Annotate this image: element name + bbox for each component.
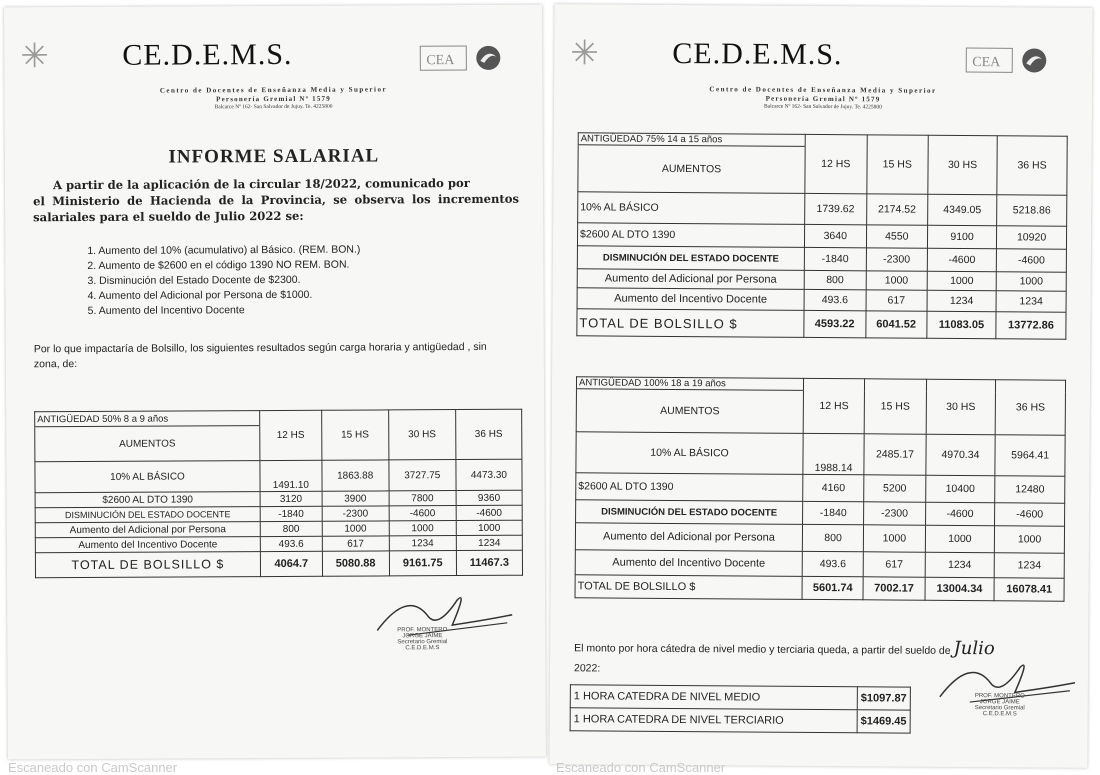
table-cell: 1234 xyxy=(996,291,1066,312)
table-cell: $1469.45 xyxy=(857,710,910,733)
cea-logo-icon xyxy=(964,45,1052,76)
table-cell: 1234 xyxy=(389,536,456,551)
row-label: $2600 AL DTO 1390 xyxy=(35,492,260,508)
list-item: 1. Aumento del 10% (acumulativo) al Básico. (REM. BON.) xyxy=(87,243,361,257)
salary-table-75 xyxy=(576,132,1067,339)
signature-line: Secretario Gremial xyxy=(974,705,1025,712)
list-item: 2. Aumento de $2600 en el código 1390 NO REM. BON. xyxy=(87,258,350,272)
table-cell: 2174.52 xyxy=(866,194,928,225)
column-header: 15 HS xyxy=(321,410,388,460)
table-cell: 3120 xyxy=(260,491,322,506)
intro-line: A partir de la aplicación de la circular 18/2022, comunicado por xyxy=(52,175,470,193)
table-cell: 1000 xyxy=(456,520,522,535)
total-cell: 11467.3 xyxy=(456,550,522,575)
signature-line: C.E.D.E.M.S xyxy=(405,645,440,652)
list-item: 5. Aumento del Incentivo Docente xyxy=(87,304,245,317)
signature-line: JORGE JAIME xyxy=(979,699,1020,706)
table-cell: -2300 xyxy=(322,506,389,521)
column-header: 36 HS xyxy=(995,380,1065,435)
table-cell: 3900 xyxy=(322,491,389,506)
table-cell: 2485.17 xyxy=(864,434,926,475)
total-cell: 6041.52 xyxy=(865,311,927,338)
table-row xyxy=(35,459,522,493)
total-cell: 7002.17 xyxy=(863,577,924,600)
column-header: 15 HS xyxy=(864,379,926,434)
table-row xyxy=(570,708,910,733)
table-cell: 12480 xyxy=(995,476,1065,503)
row-label: 1 HORA CATEDRA DE NIVEL TERCIARIO xyxy=(570,708,857,733)
table-cell: -4600 xyxy=(995,503,1065,526)
org-subtitle: Centro de Docentes de Enseñanza Media y Superior xyxy=(709,85,937,95)
report-title: INFORME SALARIAL xyxy=(168,145,380,168)
table-cell: 1491.10 xyxy=(260,460,322,491)
table-row xyxy=(578,192,1067,226)
table-cell: -2300 xyxy=(864,502,925,525)
table-cell: 1739.62 xyxy=(805,193,867,224)
table-row xyxy=(577,223,1066,249)
table-cell: 1988.14 xyxy=(803,433,865,474)
row-label: DISMINUCIÓN DEL ESTADO DOCENTE xyxy=(35,507,260,523)
scanner-footer: Escaneado con CamScanner xyxy=(556,760,726,775)
scanner-footer: Escaneado con CamScanner xyxy=(8,760,178,775)
row-label: DISMINUCIÓN DEL ESTADO DOCENTE xyxy=(577,246,804,271)
column-header: 12 HS xyxy=(803,378,865,433)
signature-block xyxy=(945,693,1055,718)
table-cell: 1000 xyxy=(995,526,1065,553)
row-label: Aumento del Incentivo Docente xyxy=(35,537,260,553)
table-cell: $1097.87 xyxy=(857,687,910,710)
column-header: 36 HS xyxy=(455,409,521,459)
table-cell: 493.6 xyxy=(260,536,322,551)
total-cell: 13772.86 xyxy=(996,312,1066,339)
table-cell: 5218.86 xyxy=(997,195,1067,226)
table-cell: 1000 xyxy=(389,521,456,536)
table-cell: 800 xyxy=(804,270,866,289)
row-label: Aumento del Incentivo Docente xyxy=(575,550,802,577)
table-cell: 10400 xyxy=(925,475,995,502)
table-cell: 3640 xyxy=(804,224,866,247)
signature-line: JORGE JAIME xyxy=(402,633,443,640)
hourly-table xyxy=(570,684,911,733)
seniority-label: ANTIGÜEDAD 50% 8 a 9 años xyxy=(35,411,260,427)
total-cell: 5601.74 xyxy=(802,576,863,599)
table-cell: 1234 xyxy=(994,553,1064,578)
salary-table-50 xyxy=(34,409,523,579)
svg-text:CEA: CEA xyxy=(426,53,455,69)
signature-line: PROF. MONTERO xyxy=(397,627,448,634)
seniority-label: ANTIGÜEDAD 100% 18 a 19 años xyxy=(576,377,803,391)
svg-text:CEA: CEA xyxy=(972,55,1001,71)
left-page xyxy=(4,5,546,760)
total-cell: 4064.7 xyxy=(260,551,322,576)
org-registration: Personería Gremial Nº 1579 xyxy=(216,94,331,104)
list-item: 4. Aumento del Adicional por Persona de $1000. xyxy=(87,288,313,302)
table-cell: 1234 xyxy=(456,535,522,550)
table-cell: 1000 xyxy=(866,271,928,290)
column-header: 12 HS xyxy=(805,134,867,193)
aumentos-header: AUMENTOS xyxy=(576,389,803,434)
org-title: CE.D.E.M.S. xyxy=(122,37,293,72)
row-label: 1 HORA CATEDRA DE NIVEL MEDIO xyxy=(570,685,857,710)
column-header: 15 HS xyxy=(866,135,928,194)
table-cell: -4600 xyxy=(925,502,995,525)
signature-line: Secretario Gremial xyxy=(397,639,448,646)
aumentos-header: AUMENTOS xyxy=(35,426,260,462)
seniority-label: ANTIGÜEDAD 75% 14 a 15 años xyxy=(578,133,805,147)
table-cell: 4160 xyxy=(803,474,864,501)
row-label: 10% AL BÁSICO xyxy=(576,432,803,475)
table-cell: -1840 xyxy=(803,501,864,524)
table-row xyxy=(35,409,522,427)
table-cell: 1234 xyxy=(927,290,996,311)
note-year: 2022: xyxy=(573,662,601,675)
right-page xyxy=(549,4,1092,768)
total-cell: 13004.34 xyxy=(925,577,995,600)
table-row xyxy=(570,685,910,710)
table-row xyxy=(577,309,1066,339)
table-cell: 3727.75 xyxy=(389,460,456,491)
total-cell: 11083.05 xyxy=(927,311,996,338)
list-item: 3. Disminución del Estado Docente de $2300. xyxy=(87,273,301,287)
table-cell: 493.6 xyxy=(802,551,863,576)
signature-line: PROF. MONTERO xyxy=(974,693,1025,700)
star-logo-icon: ✳ xyxy=(570,34,599,73)
total-cell: 16078.41 xyxy=(994,578,1064,601)
total-label: TOTAL DE BOLSILLO $ xyxy=(35,552,260,578)
table-row xyxy=(577,246,1066,272)
table-row xyxy=(576,500,1065,526)
table-cell: 4473.30 xyxy=(456,459,522,490)
row-label: Aumento del Adicional por Persona xyxy=(575,523,802,552)
table-cell: 4349.05 xyxy=(928,194,997,225)
table-cell: -1840 xyxy=(804,247,866,270)
table-cell: 1000 xyxy=(864,525,925,552)
table-cell: 617 xyxy=(866,290,928,311)
table-cell: -1840 xyxy=(260,506,322,521)
table-cell: 800 xyxy=(260,521,322,536)
table-cell: 493.6 xyxy=(804,289,866,310)
column-header: 12 HS xyxy=(260,410,322,460)
column-header: 30 HS xyxy=(928,135,997,194)
table-cell: 617 xyxy=(863,552,924,577)
org-registration: Personería Gremial Nº 1579 xyxy=(765,94,881,104)
salary-table-100 xyxy=(575,376,1067,601)
table-cell: -4600 xyxy=(927,248,996,271)
table-cell: 800 xyxy=(802,524,863,551)
org-title: CE.D.E.M.S. xyxy=(672,36,843,72)
total-label: TOTAL DE BOLSILLO $ xyxy=(577,309,804,338)
table-cell: 1000 xyxy=(322,521,389,536)
table-cell: 1234 xyxy=(925,552,995,577)
signature-line: C.E.D.E.M.S xyxy=(982,711,1017,718)
table-row xyxy=(575,523,1064,553)
table-row xyxy=(575,550,1064,578)
increments-list xyxy=(87,243,360,319)
table-row xyxy=(576,432,1065,476)
column-header: 30 HS xyxy=(388,410,455,460)
row-label: Aumento del Adicional por Persona xyxy=(35,522,260,538)
org-address: Balcarce Nº 162- San Salvador de Jujuy. Te. 4225800 xyxy=(763,103,882,111)
table-row xyxy=(576,473,1065,503)
org-address: Balcarce Nº 162- San Salvador de Jujuy. Te. 4225800 xyxy=(214,103,333,111)
column-header: 30 HS xyxy=(926,379,996,434)
table-cell: 9360 xyxy=(456,490,522,505)
star-logo-icon: ✳ xyxy=(20,37,49,76)
table-cell: 1000 xyxy=(927,271,996,290)
table-cell: 617 xyxy=(322,536,389,551)
row-label: 10% AL BÁSICO xyxy=(578,192,805,225)
intro-paragraph xyxy=(33,175,519,226)
table-cell: 5200 xyxy=(864,475,925,502)
row-label: DISMINUCIÓN DEL ESTADO DOCENTE xyxy=(576,500,803,525)
intro-text: el Ministerio de Hacienda de la Provincia, se observa los incrementos salariales para el sueldo de Julio 2022 se: xyxy=(33,191,520,225)
row-label: $2600 AL DTO 1390 xyxy=(577,223,804,248)
column-header: 36 HS xyxy=(997,136,1067,195)
table-cell: 9100 xyxy=(927,225,996,248)
impact-paragraph: Por lo que impactaría de Bolsillo, los siguientes resultados según carga horaria y antigüedad , sin zona, de: xyxy=(33,340,487,371)
row-label: 10% AL BÁSICO xyxy=(35,461,260,493)
total-cell: 5080.88 xyxy=(322,551,389,576)
cea-logo-icon xyxy=(418,43,506,73)
signature-block xyxy=(367,627,477,652)
total-cell: 9161.75 xyxy=(389,551,456,576)
table-cell: 1000 xyxy=(996,272,1066,291)
table-cell: -2300 xyxy=(866,248,928,271)
table-cell: 1000 xyxy=(925,525,995,552)
aumentos-header: AUMENTOS xyxy=(578,145,805,194)
note-handwritten-month: Julio xyxy=(953,637,995,660)
row-label: Aumento del Incentivo Docente xyxy=(577,288,804,311)
total-cell: 4593.22 xyxy=(804,310,866,337)
table-cell: 5964.41 xyxy=(995,435,1065,476)
row-label: Aumento del Adicional por Persona xyxy=(577,269,804,290)
total-label: TOTAL DE BOLSILLO $ xyxy=(575,575,802,600)
table-row xyxy=(575,575,1064,601)
note-text: El monto por hora cátedra de nivel medio y terciaria queda, a partir del sueldo de xyxy=(574,642,951,657)
org-subtitle: Centro de Docentes de Enseñanza Media y Superior xyxy=(159,85,388,95)
table-cell: -4600 xyxy=(389,506,456,521)
table-cell: 4550 xyxy=(866,225,928,248)
table-cell: -4600 xyxy=(456,505,522,520)
table-cell: 7800 xyxy=(389,491,456,506)
table-cell: -4600 xyxy=(996,249,1066,272)
table-cell: 4970.34 xyxy=(925,434,995,475)
row-label: $2600 AL DTO 1390 xyxy=(576,473,803,502)
table-row xyxy=(35,550,522,578)
table-cell: 1863.88 xyxy=(322,460,389,491)
table-cell: 10920 xyxy=(997,226,1067,249)
